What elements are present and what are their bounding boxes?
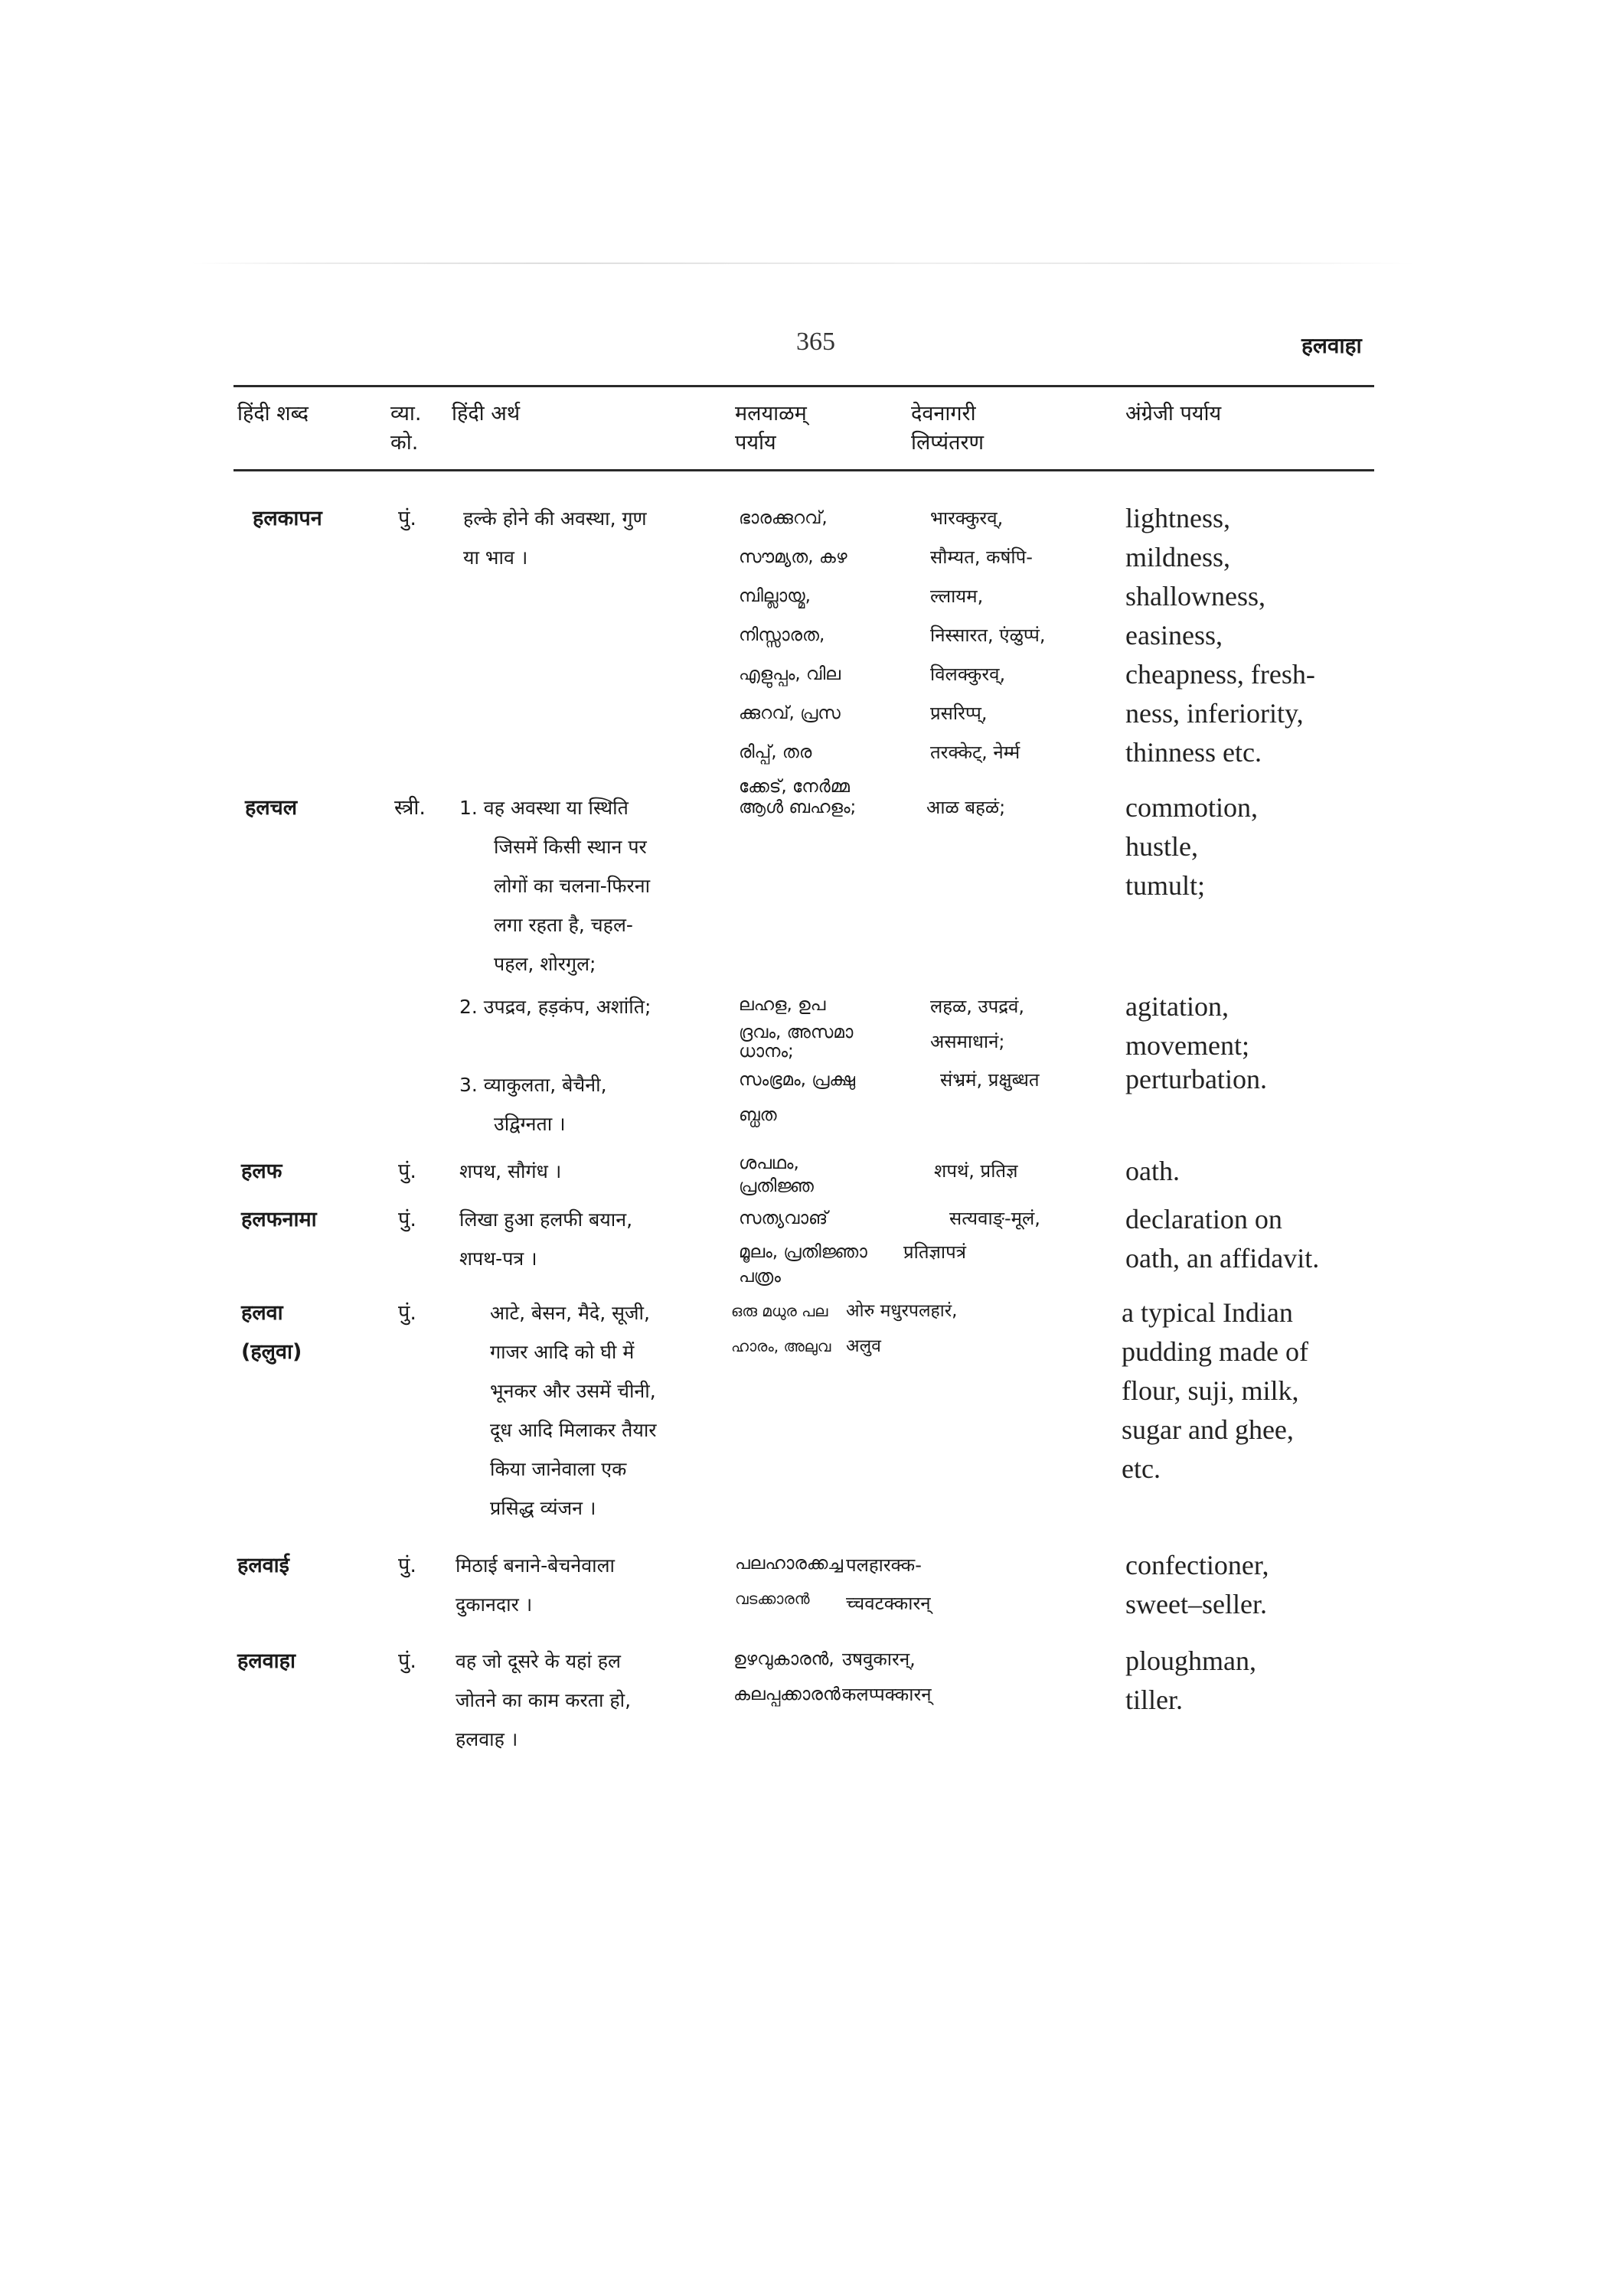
devanagari-line: उषवुकारन्, (842, 1649, 916, 1670)
meaning-line: जोतने का काम करता हो, (456, 1689, 632, 1711)
col-header-grammar (390, 400, 421, 458)
malayalam-synonym (739, 499, 850, 801)
devanagari-line: पलहारक्क- (846, 1554, 922, 1576)
english-line: ploughman, (1125, 1645, 1256, 1676)
devanagari-line: आळ बहळं; (926, 797, 1006, 818)
hindi-meaning (459, 1065, 607, 1143)
malayalam-synonym (731, 1293, 831, 1364)
hindi-meaning (459, 1152, 561, 1191)
english-line: declaration on (1125, 1204, 1282, 1234)
part-of-speech: पुं. (398, 1301, 416, 1325)
english-line: cheapness, fresh- (1125, 659, 1315, 690)
meaning-line: उद्विग्नता । (494, 1113, 566, 1135)
headword-text: (हलुवा) (241, 1340, 302, 1364)
malayalam-line: മ്പില്ലായ്മ, (739, 586, 811, 606)
malayalam-line: ഹാരം, അലുവ (731, 1337, 831, 1355)
devanagari-line: विलक्कुरव्, (930, 664, 1006, 685)
malayalam-line: എളുപ്പം, വില (739, 664, 841, 684)
part-of-speech: पुं. (398, 507, 416, 530)
devanagari-line: तरक्केट्, नेर्म्म (930, 742, 1020, 763)
hindi-meaning (459, 987, 651, 1026)
devanagari-line: ओरु मधुरपलहारं, (846, 1301, 958, 1321)
col-header-grammar-line2: को. (390, 431, 419, 455)
meaning-line: लगा रहता है, चहल- (494, 914, 633, 936)
col-header-malayalam-line2: पर्याय (735, 431, 776, 455)
malayalam-synonym (733, 1642, 841, 1712)
part-of-speech: पुं. (398, 1554, 416, 1577)
meaning-line: प्रसिद्ध व्यंजन । (490, 1497, 596, 1519)
running-head: हलवाहा (1301, 333, 1362, 358)
meaning-line: लिखा हुआ हलफी बयान, (459, 1208, 633, 1231)
meaning-line: आटे, बेसन, मैदे, सूजी, (490, 1302, 650, 1324)
devanagari-transliteration (846, 1546, 931, 1623)
meaning-line: शपथ, सौगंध । (459, 1160, 562, 1182)
english-line: hustle, (1125, 831, 1198, 862)
devanagari-line: सत्यवाङ्-मूलं, (949, 1208, 1040, 1229)
english-synonym (1125, 788, 1258, 905)
table-header-bottom-rule (233, 469, 1374, 471)
english-synonym (1125, 1642, 1256, 1720)
devanagari-transliteration (842, 1642, 932, 1712)
malayalam-line: ക്കേട്, നേർമ്മ (739, 777, 850, 797)
meaning-line: हलवाह । (456, 1728, 518, 1750)
meaning-line: 3. व्याकुलता, बेचैनी, (459, 1074, 607, 1096)
meaning-line: वह जो दूसरे के यहां हल (456, 1650, 622, 1672)
meaning-line: किया जानेवाला एक (490, 1458, 627, 1480)
malayalam-line: ശപഥം, (739, 1153, 799, 1173)
english-line: confectioner, (1125, 1550, 1269, 1580)
english-line: sweet–seller. (1125, 1589, 1267, 1619)
meaning-line: 2. उपद्रव, हड़कंप, अशांति; (459, 996, 651, 1018)
english-line: easiness, (1125, 620, 1223, 651)
english-line: thinness etc. (1125, 737, 1262, 768)
malayalam-line: ആൾ ബഹളം; (739, 797, 857, 817)
malayalam-line: ക്കുറവ്, പ്രസ (739, 703, 841, 723)
devanagari-line: लहळ, उपद्रवं, (930, 996, 1025, 1017)
malayalam-line: ധാനം; (739, 1042, 794, 1062)
headword-text: हलवा (241, 1301, 283, 1325)
english-line: oath, an affidavit. (1125, 1243, 1320, 1274)
english-line: pudding made of (1122, 1336, 1308, 1367)
devanagari-line: संभ्रमं, प्रक्षुब्धत (940, 1069, 1040, 1091)
meaning-line: जिसमें किसी स्थान पर (494, 836, 647, 858)
malayalam-line: ഉഴവുകാരൻ, (733, 1649, 834, 1669)
headword (245, 788, 297, 827)
malayalam-line: ഭാരക്കുറവ്, (739, 508, 828, 528)
headword (241, 1293, 302, 1371)
headword-text: हलकापन (253, 507, 322, 530)
malayalam-line: ദ്രവം, അസമാ (739, 1022, 854, 1042)
col-header-hindi-meaning: हिंदी अर्थ (452, 402, 521, 426)
col-header-hindi-word: हिंदी शब्द (237, 402, 309, 426)
english-synonym (1125, 1152, 1180, 1191)
english-synonym (1125, 1200, 1319, 1278)
english-line: lightness, (1125, 503, 1231, 533)
part-of-speech: पुं. (398, 1649, 416, 1673)
part-of-speech: पुं. (398, 1208, 416, 1231)
headword (253, 499, 322, 538)
devanagari-line: शपथं, प्रतिज्ञ (934, 1160, 1018, 1182)
english-line: a typical Indian (1122, 1297, 1293, 1328)
hindi-meaning (456, 1642, 631, 1759)
malayalam-line: സംഭ്രമം, പ്രക്ഷു (739, 1070, 856, 1090)
malayalam-synonym (739, 1202, 867, 1287)
english-line: shallowness, (1125, 581, 1265, 612)
devanagari-transliteration (926, 788, 1005, 827)
hindi-meaning (459, 788, 650, 983)
malayalam-synonym (735, 1546, 843, 1616)
malayalam-line: മൂലം, പ്രതിജ്ഞാ (739, 1242, 867, 1262)
malayalam-line: സത്യവാങ് (739, 1208, 828, 1228)
english-line: movement; (1125, 1030, 1249, 1061)
english-synonym (1122, 1293, 1308, 1489)
meaning-line: भूनकर और उसमें चीनी, (490, 1380, 656, 1402)
devanagari-line: च्चवटक्कारन् (846, 1593, 931, 1614)
malayalam-line: പലഹാരക്കച്ച (735, 1554, 843, 1574)
devanagari-transliteration (846, 1293, 957, 1364)
english-synonym (1125, 987, 1249, 1065)
meaning-line: पहल, शोरगुल; (494, 953, 596, 975)
english-line: tiller. (1125, 1684, 1183, 1715)
malayalam-line: പ്രതിജ്ഞ (739, 1176, 814, 1196)
headword-text: हलचल (245, 796, 298, 820)
meaning-line: लोगों का चलना-फिरना (494, 875, 651, 897)
headword (241, 1152, 282, 1191)
malayalam-synonym (739, 788, 856, 827)
english-line: tumult; (1125, 870, 1206, 901)
english-line: etc. (1122, 1453, 1161, 1484)
col-header-malayalam (735, 400, 807, 458)
malayalam-line: രിപ്പ്, തര (739, 742, 812, 762)
meaning-line: गाजर आदि को घी में (490, 1341, 635, 1363)
malayalam-synonym (739, 1062, 855, 1133)
english-line: flour, suji, milk, (1122, 1375, 1299, 1406)
devanagari-transliteration (940, 1062, 1040, 1097)
malayalam-line: പത്രം (739, 1267, 781, 1287)
headword-text: हलवाई (237, 1554, 289, 1577)
meaning-line: दूध आदि मिलाकर तैयार (490, 1419, 657, 1441)
devanagari-line: प्रसरिप्प्, (930, 703, 988, 724)
english-line: oath. (1125, 1156, 1180, 1186)
hindi-meaning (459, 1200, 632, 1278)
headword-text: हलवाहा (237, 1649, 296, 1673)
meaning-line: हल्के होने की अवस्था, गुण (463, 507, 647, 530)
hindi-meaning (490, 1293, 657, 1528)
hindi-meaning (456, 1546, 615, 1624)
english-line: commotion, (1125, 792, 1258, 823)
headword (237, 1546, 289, 1585)
malayalam-line: കലപ്പക്കാരൻ (733, 1684, 841, 1704)
headword (241, 1200, 317, 1239)
col-header-devanagari (911, 400, 984, 458)
col-header-malayalam-line1: मलयाळम् (735, 402, 807, 426)
malayalam-line: ഒരു മധുര പല (731, 1302, 828, 1320)
english-synonym (1125, 1060, 1267, 1099)
col-header-devanagari-line2: लिप्यंतरण (911, 431, 985, 455)
table-top-rule (233, 385, 1374, 387)
meaning-line: या भाव । (463, 546, 528, 569)
headword-text: हलफनामा (241, 1208, 317, 1231)
devanagari-line: भारक्कुरव्, (930, 507, 1004, 529)
part-of-speech: पुं. (398, 1159, 416, 1183)
malayalam-line: വടക്കാരൻ (735, 1590, 810, 1608)
headword (237, 1642, 296, 1681)
scan-artifact-line (191, 263, 1416, 264)
devanagari-line: प्रतिज्ञापत्रं (903, 1241, 967, 1263)
malayalam-line: സൗമ്യത, കഴ (739, 547, 847, 567)
meaning-line: 1. वह अवस्था या स्थिति (459, 797, 629, 819)
headword-text: हलफ (241, 1159, 282, 1183)
devanagari-line: असमाधानं; (930, 1031, 1005, 1052)
malayalam-synonym (739, 987, 853, 1061)
meaning-line: शपथ-पत्र । (459, 1247, 537, 1270)
col-header-devanagari-line1: देवनागरी (911, 402, 976, 426)
col-header-english: अंग्रेजी पर्याय (1125, 402, 1222, 426)
malayalam-line: ബ്ധത (739, 1105, 777, 1125)
english-synonym (1125, 1546, 1269, 1624)
part-of-speech: स्त्री. (394, 796, 426, 820)
malayalam-line: നിസ്സാരത, (739, 625, 825, 645)
meaning-line: दुकानदार । (456, 1593, 533, 1616)
devanagari-line: निस्सारत, एंळुप्पं, (930, 625, 1046, 646)
devanagari-transliteration (903, 1202, 1040, 1269)
devanagari-transliteration (930, 499, 1045, 772)
col-header-grammar-line1: व्या. (390, 402, 422, 426)
hindi-meaning (463, 499, 647, 577)
page-number: 365 (796, 328, 835, 356)
devanagari-transliteration (930, 989, 1024, 1059)
malayalam-line: ലഹള, ഉപ (739, 995, 826, 1015)
english-synonym (1125, 499, 1315, 772)
devanagari-line: अलुव (846, 1336, 881, 1356)
english-line: sugar and ghee, (1122, 1414, 1294, 1445)
english-line: perturbation. (1125, 1064, 1267, 1094)
english-line: mildness, (1125, 542, 1231, 572)
malayalam-synonym (739, 1152, 814, 1198)
devanagari-line: ल्लायम, (930, 585, 984, 607)
devanagari-line: सौम्यत, कषंपि- (930, 546, 1033, 568)
english-line: ness, inferiority, (1125, 698, 1304, 729)
devanagari-transliteration (934, 1152, 1017, 1191)
devanagari-line: कलप्पक्कारन् (842, 1684, 932, 1705)
english-line: agitation, (1125, 991, 1229, 1022)
meaning-line: मिठाई बनाने-बेचनेवाला (456, 1554, 615, 1577)
